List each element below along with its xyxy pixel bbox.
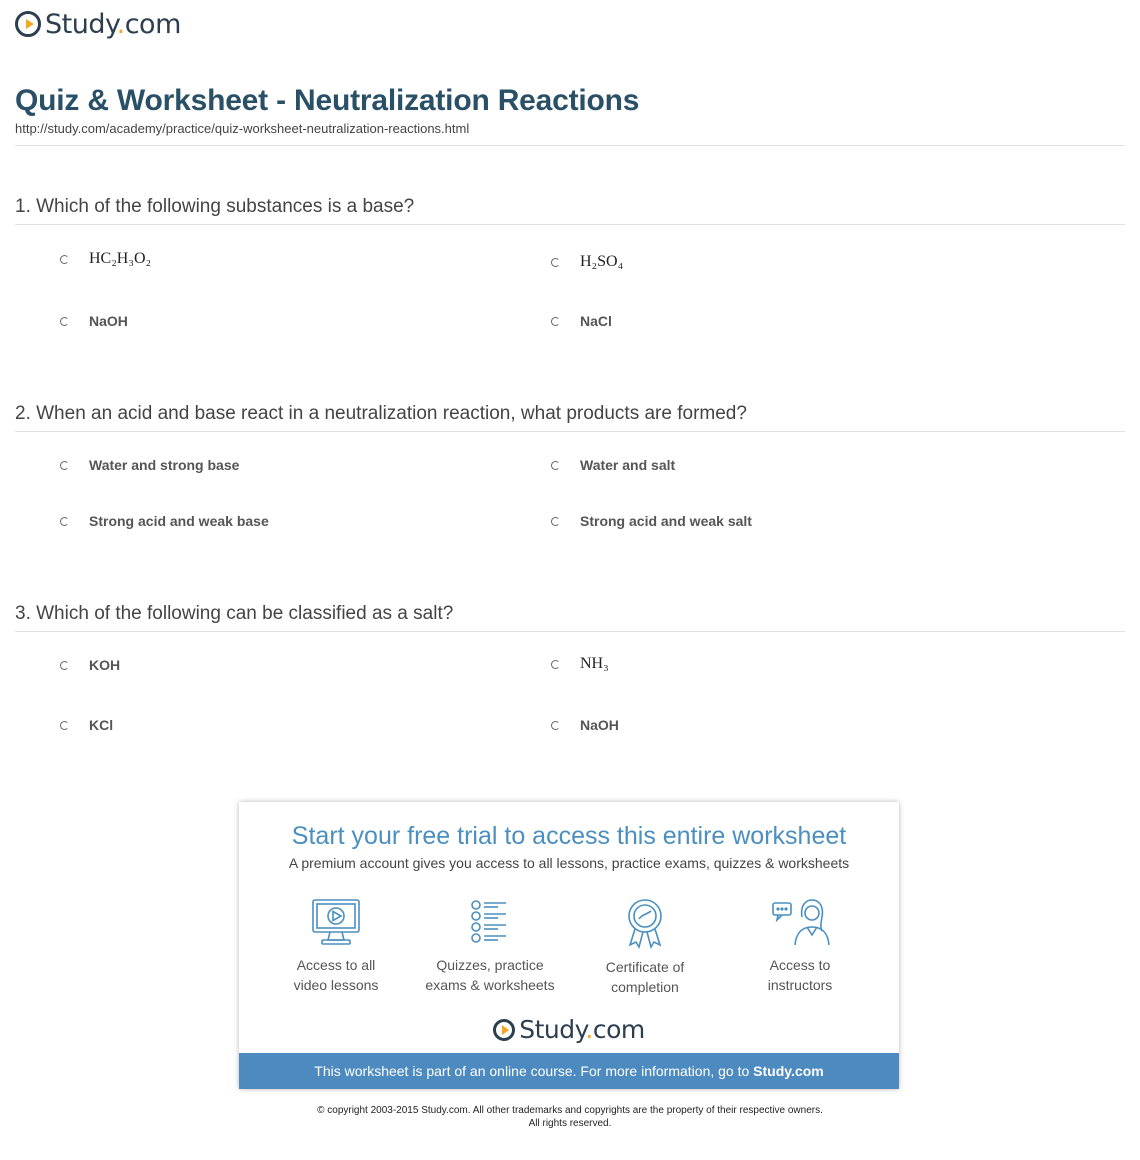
play-circle-icon: [493, 1019, 515, 1041]
radio-button[interactable]: [551, 258, 560, 267]
radio-button[interactable]: [60, 461, 69, 470]
answer-option[interactable]: [551, 655, 609, 673]
radio-button[interactable]: [551, 461, 560, 470]
play-circle-icon: [15, 11, 41, 37]
answer-option[interactable]: [551, 313, 612, 329]
radio-button[interactable]: [60, 255, 69, 264]
rights-line: All rights reserved.: [528, 1118, 612, 1129]
option-label: Strong acid and weak base: [89, 513, 269, 529]
feature-label: Access to all video lessons: [293, 957, 379, 993]
feature-quizzes: [415, 897, 565, 995]
option-label: H₂SO₄: [580, 253, 624, 270]
option-label: KCl: [89, 717, 114, 733]
option-label: Strong acid and weak salt: [580, 513, 752, 529]
radio-button[interactable]: [60, 317, 69, 326]
divider: [15, 145, 1125, 146]
answer-option[interactable]: [60, 250, 151, 268]
promo-bar-text: This worksheet is part of an online course. For more information, go to: [314, 1063, 754, 1079]
page-url: http://study.com/academy/practice/quiz-worksheet-neutralization-reactions.html: [15, 121, 470, 136]
option-label: NH₃: [580, 655, 609, 672]
question-text: 1. Which of the following substances is a base?: [15, 196, 415, 217]
radio-button[interactable]: [60, 721, 69, 730]
option-label: HC₂H₃O₂: [89, 250, 152, 267]
promo-study-logo[interactable]: [239, 1015, 899, 1044]
option-label: NaOH: [580, 717, 619, 733]
certificate-icon: [619, 897, 671, 949]
question-text: 2. When an acid and base react in a neutralization reaction, what products are formed?: [15, 403, 747, 424]
divider: [15, 631, 1125, 632]
instructor-icon: [770, 897, 830, 947]
logo-text: Study.com: [45, 8, 181, 40]
page-title: Quiz & Worksheet - Neutralization Reactions: [15, 84, 640, 117]
divider: [15, 224, 1125, 225]
option-label: Water and strong base: [89, 457, 240, 473]
video-lesson-icon: [310, 897, 362, 947]
feature-label: Quizzes, practice exams & worksheets: [425, 957, 555, 993]
question-1: [15, 196, 1125, 225]
radio-button[interactable]: [60, 661, 69, 670]
radio-button[interactable]: [551, 317, 560, 326]
radio-button[interactable]: [551, 517, 560, 526]
answer-option[interactable]: [551, 717, 619, 733]
question-text: 3. Which of the following can be classified as a salt?: [15, 603, 454, 624]
radio-button[interactable]: [551, 660, 560, 669]
option-label: KOH: [89, 657, 121, 673]
promo-subline: A premium account gives you access to all lessons, practice exams, quizzes & worksheets: [288, 855, 850, 871]
answer-option[interactable]: [551, 513, 752, 529]
feature-label: Certificate of completion: [605, 959, 685, 995]
answer-option[interactable]: [60, 457, 239, 473]
quiz-list-icon: [464, 897, 516, 947]
feature-video-lessons: [261, 897, 411, 995]
question-2: [15, 403, 1125, 432]
feature-label: Access to instructors: [767, 957, 833, 993]
free-trial-promo[interactable]: [239, 802, 899, 1089]
question-3: [15, 603, 1125, 632]
answer-option[interactable]: [60, 313, 128, 329]
study-logo[interactable]: [15, 8, 181, 40]
answer-option[interactable]: [60, 657, 120, 673]
promo-headline: Start your free trial to access this entire worksheet: [291, 822, 847, 850]
divider: [15, 431, 1125, 432]
answer-option[interactable]: [60, 717, 113, 733]
feature-certificate: [570, 897, 720, 997]
option-label: Water and salt: [580, 457, 676, 473]
logo-text: Study.com: [519, 1015, 645, 1044]
feature-instructors: [725, 897, 875, 995]
answer-option[interactable]: [60, 513, 269, 529]
study-com-link[interactable]: Study.com: [753, 1063, 824, 1079]
promo-info-bar[interactable]: [239, 1053, 899, 1089]
copyright-footer: [0, 1104, 1140, 1130]
option-label: NaOH: [89, 313, 128, 329]
answer-option[interactable]: [551, 253, 623, 271]
radio-button[interactable]: [551, 721, 560, 730]
copyright-line: © copyright 2003-2015 Study.com. All other trademarks and copyrights are the property of their respective owners.: [317, 1105, 823, 1116]
radio-button[interactable]: [60, 517, 69, 526]
option-label: NaCl: [580, 313, 612, 329]
answer-option[interactable]: [551, 457, 675, 473]
